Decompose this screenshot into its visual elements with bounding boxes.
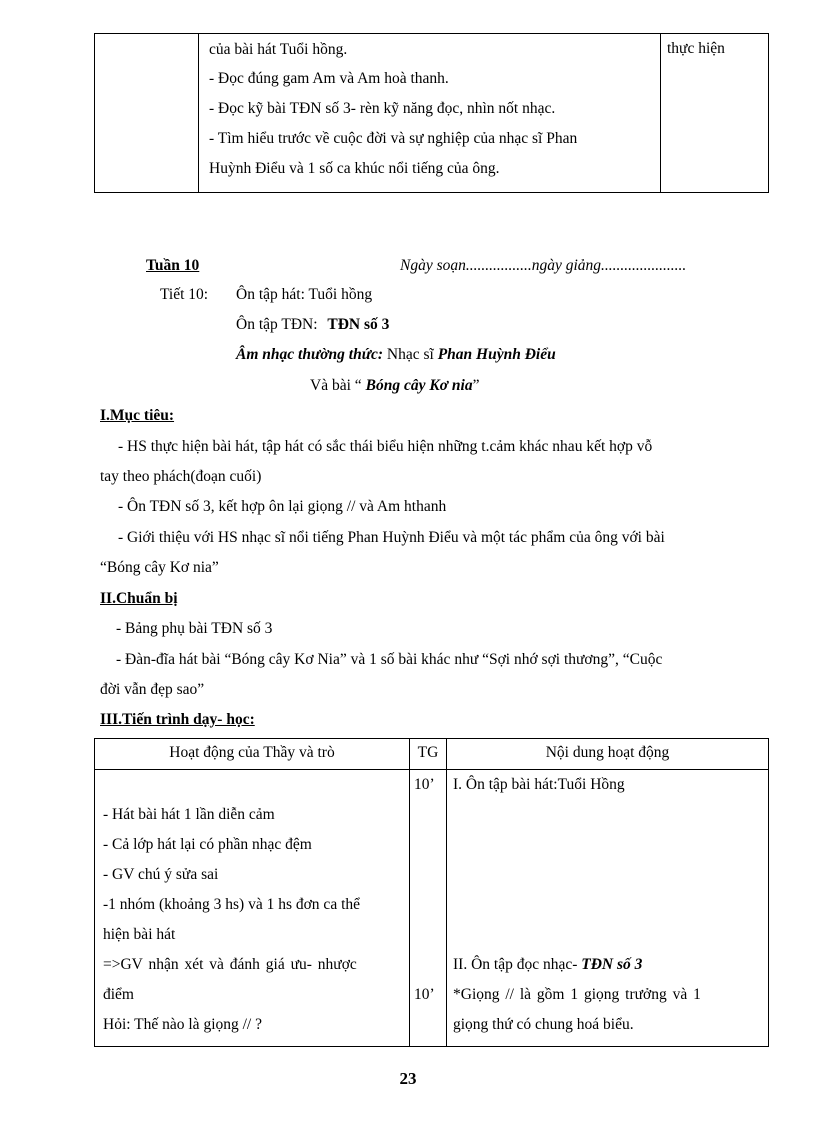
page-number: 23 [399,1069,417,1088]
lesson-2 [236,315,389,335]
lesson-4-suffix: ” [472,377,480,394]
time-line [410,890,446,920]
table-header-content: Nội dung hoạt động [447,739,769,770]
top-line: - Đọc kỹ bài TĐN số 3- rèn kỹ năng đọc, nhìn nốt nhạc. [209,100,556,117]
content-line-empty [447,860,768,890]
time-line [410,830,446,860]
lesson-3 [236,345,556,365]
section-1-item: tay theo phách(đoạn cuối) [100,468,262,485]
section-2-heading: II.Chuẩn bị [100,590,178,607]
lesson-2-prefix: Ôn tập TĐN: [236,316,318,333]
lesson-3-label: Âm nhạc thường thức: [236,346,384,363]
content-2-prefix: II. Ôn tập đọc nhạc- [453,956,578,973]
content-line: giọng thứ có chung hoá biểu. [453,1016,634,1033]
activity-line: Hỏi: Thế nào là giọng // ? [103,1016,262,1033]
section-1-heading: I.Mục tiêu: [100,407,175,424]
content-line-empty [447,800,768,830]
table-header-time: TG [410,739,447,770]
activity-line: - Hát bài hát 1 lần diễn cảm [103,806,275,823]
time-line: 10’ [414,776,435,793]
activity-line: - Cả lớp hát lại có phần nhạc đệm [103,836,312,853]
table-header-activity: Hoạt động của Thầy và trò [95,739,410,770]
section-2-item: đời vẫn đẹp sao” [100,681,205,698]
lesson-1: Ôn tập hát: Tuổi hồng [236,286,373,303]
week-label: Tuần 10 [146,257,200,274]
lesson-4-prefix: Và bài “ [310,377,362,394]
top-line: - Tìm hiểu trước về cuộc đời và sự nghiệp của nhạc sĩ Phan [209,130,578,147]
content-2-bold: TĐN số 3 [581,956,643,973]
top-table-cell-left [95,34,199,193]
top-line: - Đọc đúng gam Am và Am hoà thanh. [209,70,449,87]
section-2-item: - Bảng phụ bài TĐN số 3 [116,620,273,637]
section-2-item: - Đàn-đĩa hát bài “Bóng cây Kơ Nia” và 1 số bài khác như “Sợi nhớ sợi thương”, “Cuộc [116,651,663,668]
top-table-cell-right [661,34,769,193]
time-line [410,950,446,980]
content-line-empty [447,890,768,920]
top-table [94,33,769,193]
lesson-3-text: Nhạc sĩ [386,346,434,363]
lesson-3-name: Phan Huỳnh Điểu [437,346,556,363]
activity-line: điểm [103,986,134,1003]
activity-line: =>GV nhận xét và đánh giá ưu- nhược [103,956,357,973]
activity-line [95,770,409,800]
section-3-heading: III.Tiến trình dạy- học: [100,711,255,728]
activity-line: - GV chú ý sửa sai [103,866,219,883]
top-right-text: thực hiện [667,40,725,57]
content-line [447,950,768,980]
section-1-item: - HS thực hiện bài hát, tập hát có sắc thái biểu hiện những t.cảm khác nhau kết hợp vỗ [118,438,653,455]
table-cell-activity [95,770,410,1047]
content-line: *Giọng // là gồm 1 giọng trưởng và 1 [453,986,701,1003]
table-cell-time [410,770,447,1047]
top-line: của bài hát Tuổi hồng. [209,41,348,58]
content-line-empty [447,920,768,950]
time-line: 10’ [414,986,435,1003]
section-1-item: - Giới thiệu với HS nhạc sĩ nổi tiếng Phan Huỳnh Điểu và một tác phẩm của ông với bài [118,529,665,546]
time-line [410,860,446,890]
date-line: Ngày soạn.................ngày giảng...................... [400,257,687,274]
content-line: I. Ôn tập bài hát:Tuổi Hồng [453,776,625,793]
top-table-cell-middle [199,34,661,193]
activity-table [94,738,769,1047]
activity-line: -1 nhóm (khoảng 3 hs) và 1 hs đơn ca thể [103,896,361,913]
time-line [410,1010,446,1040]
lesson-prefix: Tiết 10: [160,286,209,303]
activity-line: hiện bài hát [103,926,176,943]
section-1-item: - Ôn TĐN số 3, kết hợp ôn lại giọng // và Am hthanh [118,498,447,515]
lesson-4-title: Bóng cây Kơ nia [365,377,473,394]
content-line-empty [447,830,768,860]
top-line: Huỳnh Điểu và 1 số ca khúc nổi tiếng của ông. [209,160,500,177]
time-line [410,920,446,950]
time-line [410,800,446,830]
section-1-item: “Bóng cây Kơ nia” [100,559,219,576]
lesson-2-bold: TĐN số 3 [327,316,390,333]
lesson-4 [310,376,479,396]
table-cell-content [447,770,769,1047]
